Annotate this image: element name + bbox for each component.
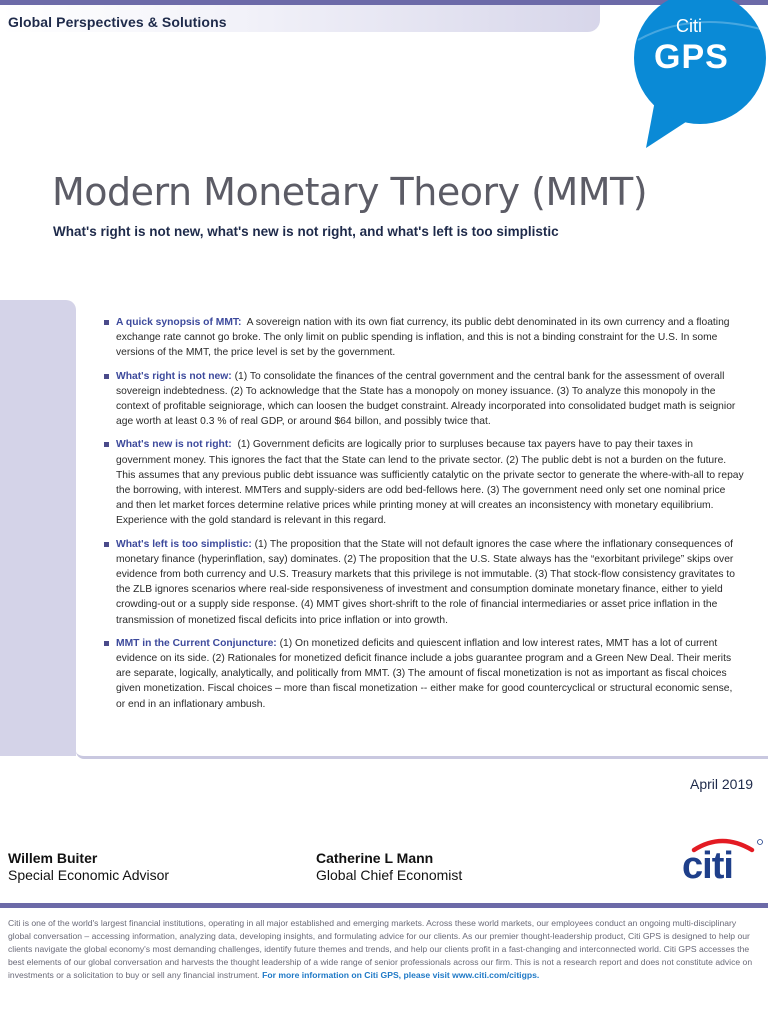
- footer-rule: [0, 903, 768, 908]
- bullet-lead: What's left is too simplistic:: [116, 538, 252, 550]
- page-subtitle: What's right is not new, what's new is not right, and what's left is too simplistic: [53, 224, 559, 239]
- author-2: [316, 850, 462, 884]
- footer-text: Citi is one of the world's largest financial institutions, operating in all major established and emerging markets. Across these world markets, our employees conduct an ongoing multi-disciplinary global conversation – accessing information, analyzing data, developing insights, and formulating advice for our clients. As our premier thought-leadership product, Citi GPS is designed to help our clients navigate the global economy's most demanding challenges, identify future themes and trends, and help our clients profit in a fast-changing and interconnected world. Citi GPS accesses the best elements of our global conversation and harvests the thought leadership of a wide range of senior professionals across our firm. This is not a research report and does not constitute advice on investments or a solicitation to buy or sell any financial instrument.: [8, 918, 753, 980]
- header-band: [0, 5, 600, 32]
- bullet-lead: What's new is not right:: [116, 439, 232, 451]
- author-name: Willem Buiter: [8, 850, 98, 866]
- author-name: Catherine L Mann: [316, 850, 434, 866]
- bullet-synopsis: [104, 315, 744, 361]
- bullet-square-icon: [104, 374, 109, 379]
- page-title: Modern Monetary Theory (MMT): [52, 170, 648, 214]
- publication-date: April 2019: [690, 776, 754, 792]
- bullet-text: (1) On monetized deficits and quiescent inflation and low interest rates, MMT has a lot of current evidence on its side. (2) Rationales for monetized deficit finance include a jobs guarantee program and a Green New Deal. Their merits are separate, logically, analytically, and politically from MMT. (3) The amount of fiscal monetization is not as important as fiscal choices given monetization. Fiscal choices – more than fiscal monetization -- either make for good countercyclical or structural economic sense, or end in an inflationary ambush.: [116, 637, 733, 710]
- citi-logo-icon: [680, 834, 764, 884]
- summary-bullets: [104, 315, 744, 720]
- author-1: [8, 850, 169, 884]
- bullet-lead: What's right is not new:: [116, 370, 232, 382]
- series-title: Global Perspectives & Solutions: [8, 14, 227, 30]
- bullet-left-too-simplistic: [104, 537, 744, 628]
- bullet-text: (1) To consolidate the finances of the central government and the central bank for the assessment of overall sovereign indebtedness. (2) To acknowledge that the State has a monopoly on money issuance. (3) To analyze this monopoly in the context of profitable seigniorage, which can loosen the budget constraint. Already incorporated into consolidated budget math is seignior age worth at least 0.3 % of real GDP, or around $64 billon, and possibly twice that.: [116, 370, 736, 428]
- bullet-square-icon: [104, 641, 109, 646]
- author-role: Global Chief Economist: [316, 867, 463, 883]
- bullet-square-icon: [104, 320, 109, 325]
- author-role: Special Economic Advisor: [8, 867, 170, 883]
- bullet-right-not-new: [104, 369, 744, 430]
- citi-logo-text: citi: [682, 845, 733, 884]
- side-tab: [0, 300, 76, 756]
- bullet-current-conjuncture: [104, 636, 744, 712]
- bullet-text: (1) Government deficits are logically prior to surpluses because tax payers have to pay their taxes in government money. This ignores the fact that the State can lend to the private sector. (2) The public debt is not a burden on the future. This assumes that any previous public debt issuance was sufficiently catalytic on the private sector to generate the where-with-all to repay the borrowing, with interest. MMTers and supply-siders are odd bed-fellows here. (3) The government need only set one nominal price and then let market forces determine relative prices while printing money at will creates an inconsistency with monetary equilibrium. Experience with the gold standard is relevant in this regard.: [116, 439, 744, 527]
- bullet-square-icon: [104, 442, 109, 447]
- footer-disclaimer: [8, 917, 760, 982]
- bullet-new-not-right: [104, 437, 744, 528]
- badge-citi-label: Citi: [676, 16, 702, 36]
- bullet-text: A sovereign nation with its own fiat currency, its public debt denominated in its own currency and a floating exchange rate cannot go broke. The only limit on public spending is inflation, and this is not a binding constraint for the U.S. In some versions of the MMT, the price level is set by the government.: [116, 317, 730, 359]
- bullet-lead: MMT in the Current Conjuncture:: [116, 637, 277, 649]
- citi-gps-link[interactable]: For more information on Citi GPS, please visit www.citi.com/citigps.: [262, 970, 540, 980]
- badge-gps-label: GPS: [654, 38, 729, 76]
- bullet-text: (1) The proposition that the State will not default ignores the case where the inflationary consequences of monetary finance (hyperinflation, say) dominates. (2) The proposition that the U.S. State always has the “exorbitant privilege” skips over evidence from both currency and U.S. Treasury markets that this privilege is not immutable. (3) That stock-flow consistency gravitates to the ZLB ignores scenarios where real-side responsiveness of investment and consumption dominate monetary finance, either to yield crowding-out or a supply side response. (4) MMT gives short-shrift to the role of financial intermediaries or asset price inflation in the transmission of monetized fiscal deficits into price inflation or into growth.: [116, 538, 736, 626]
- bullet-square-icon: [104, 542, 109, 547]
- bullet-lead: A quick synopsis of MMT:: [116, 317, 242, 328]
